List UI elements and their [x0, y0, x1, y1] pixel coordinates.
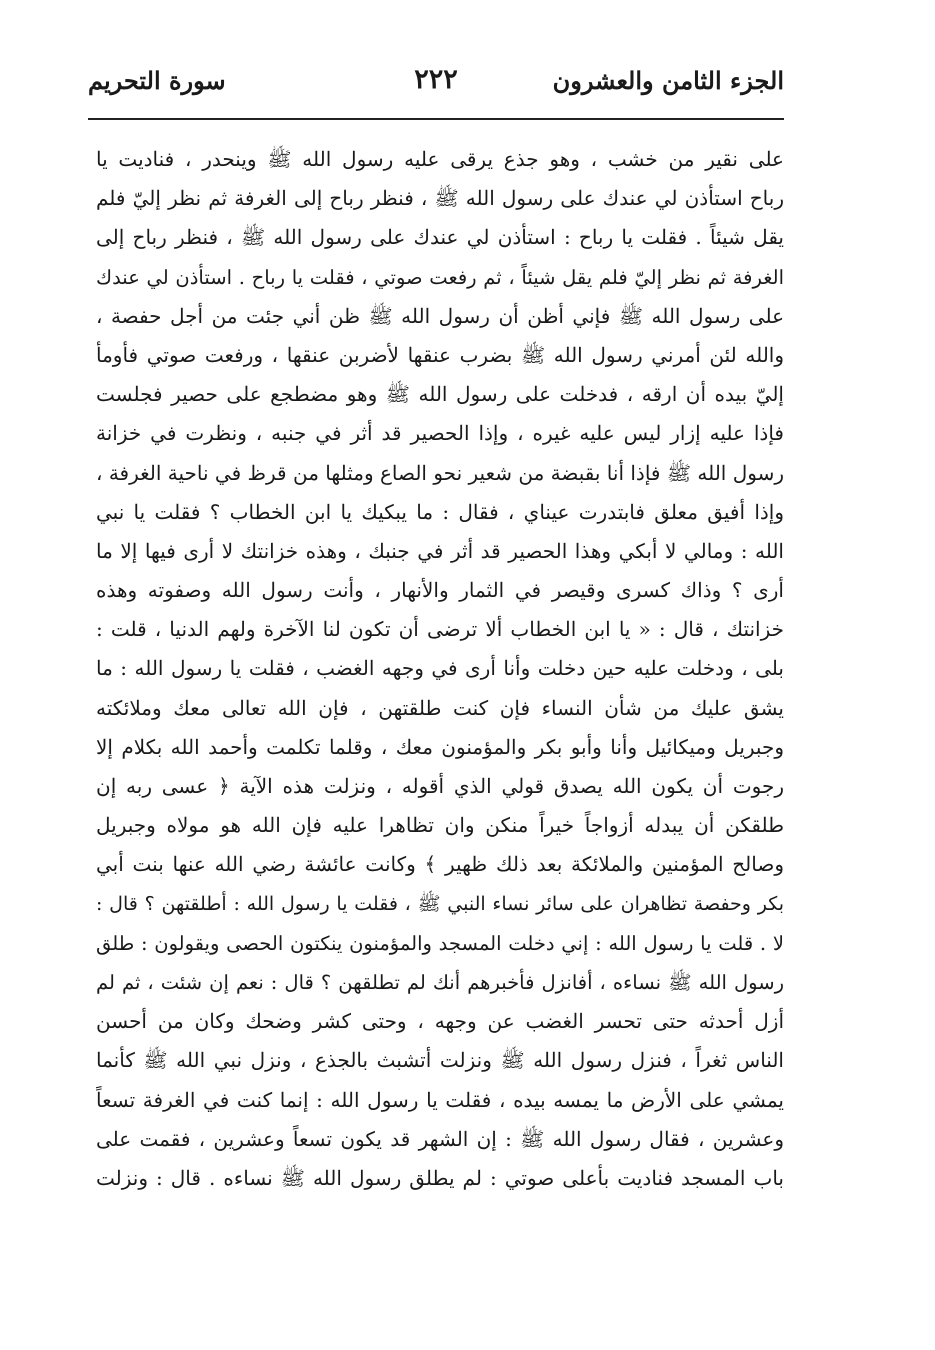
text-line: رباح استأذن لي عندك على رسول الله ﷺ ، فنظر رباح إلى الغرفة ثم نظر إليّ فلم	[96, 186, 784, 211]
text-line: وصالح المؤمنين والملائكة بعد ذلك ظهير ﴾ وكانت عائشة رضي الله عنها بنت أبي	[96, 852, 784, 877]
surah-label: سورة التحريم	[88, 66, 226, 95]
text-line: وجبريل وميكائيل وأنا وأبو بكر والمؤمنون معك ، وقلما تكلمت وأحمد الله بكلام إلا	[96, 734, 784, 759]
body-text	[96, 140, 784, 1198]
text-line: باب المسجد فناديت بأعلى صوتي : لم يطلق رسول الله ﷺ نساءه . قال : ونزلت	[96, 1165, 784, 1190]
text-line: بلى ، ودخلت عليه حين دخلت وأنا أرى في وجهه الغضب ، فقلت يا رسول الله : ما	[96, 656, 784, 681]
text-line: الله : ومالي لا أبكي وهذا الحصير قد أثر في جنبك ، وهذه خزانتك لا أرى فيها إلا ما	[96, 538, 784, 563]
part-label: الجزء الثامن والعشرون	[552, 66, 784, 95]
text-line: إليّ بيده أن ارقه ، فدخلت على رسول الله ﷺ وهو مضطجع على حصير فجلست	[96, 382, 784, 407]
text-line: خزانتك ، قال : « يا ابن الخطاب ألا ترضى أن تكون لنا الآخرة ولهم الدنيا ، قلت :	[96, 617, 784, 642]
text-line: رسول الله ﷺ نساءه ، أفانزل فأخبرهم أنك لم تطلقهن ؟ قال : نعم إن شئت ، ثم لم	[96, 970, 784, 994]
text-line: طلقكن أن يبدله أزواجاً خيراً منكن وان تظاهرا عليه فإن الله هو مولاه وجبريل	[96, 813, 784, 838]
text-line: الناس ثغراً ، فنزل رسول الله ﷺ ونزلت أتشبث بالجذع ، ونزل نبي الله ﷺ كأنما	[96, 1048, 784, 1073]
text-line: أزل أحدثه حتى تحسر الغضب عن وجهه ، وحتى كشر وضحك وكان من أحسن	[96, 1009, 784, 1034]
text-line: والله لئن أمرني رسول الله ﷺ بضرب عنقها لأضربن عنقها ، ورفعت صوتي فأومأ	[96, 342, 784, 367]
text-line: لا . قلت يا رسول الله : إني دخلت المسجد والمؤمنون ينكتون الحصى ويقولون : طلق	[96, 931, 784, 955]
text-line: رسول الله ﷺ فإذا أنا بقبضة من شعير نحو الصاع ومثلها من قرظ في ناحية الغرفة ،	[96, 460, 784, 485]
text-line: وإذا أفيق معلق فابتدرت عيناي ، فقال : ما يبكيك يا ابن الخطاب ؟ فقلت يا نبي	[96, 499, 784, 524]
text-line: يقل شيئاً . فقلت يا رباح : استأذن لي عندك على رسول الله ﷺ ، فنظر رباح إلى	[96, 225, 784, 250]
text-line: رجوت أن يكون الله يصدق قولي الذي أقوله ، ونزلت هذه الآية ﴿ عسى ربه إن	[96, 774, 784, 798]
text-line: وعشرين ، فقال رسول الله ﷺ : إن الشهر قد يكون تسعاً وعشرين ، فقمت على	[96, 1126, 784, 1151]
text-line: أرى ؟ وذاك كسرى وقيصر في الثمار والأنهار ، وأنت رسول الله وصفوته وهذه	[96, 578, 784, 603]
text-line: فإذا عليه إزار ليس عليه غيره ، وإذا الحصير قد أثر في جنبه ، ونظرت في خزانة	[96, 421, 784, 446]
text-line: يمشي على الأرض ما يمسه بيده ، فقلت يا رسول الله : إنما كنت في الغرفة تسعاً	[96, 1087, 784, 1112]
header-divider	[88, 118, 784, 120]
text-line: على رسول الله ﷺ فإني أظن أن رسول الله ﷺ ظن أني جئت من أجل حفصة ،	[96, 303, 784, 328]
page-number: ٢٢٢	[414, 64, 458, 95]
text-line: على نقير من خشب ، وهو جذع يرقى عليه رسول الله ﷺ وينحدر ، فناديت يا	[96, 147, 784, 171]
text-line: بكر وحفصة تظاهران على سائر نساء النبي ﷺ ، فقلت يا رسول الله : أطلقتهن ؟ قال :	[96, 892, 784, 915]
text-line: يشق عليك من شأن النساء فإن كنت طلقتهن ، فإن الله تعالى معك وملائكته	[96, 695, 784, 720]
text-line: الغرفة ثم نظر إليّ فلم يقل شيئاً ، ثم رفعت صوتي ، فقلت يا رباح . استأذن لي عندك	[96, 265, 784, 289]
page-header	[88, 66, 784, 106]
